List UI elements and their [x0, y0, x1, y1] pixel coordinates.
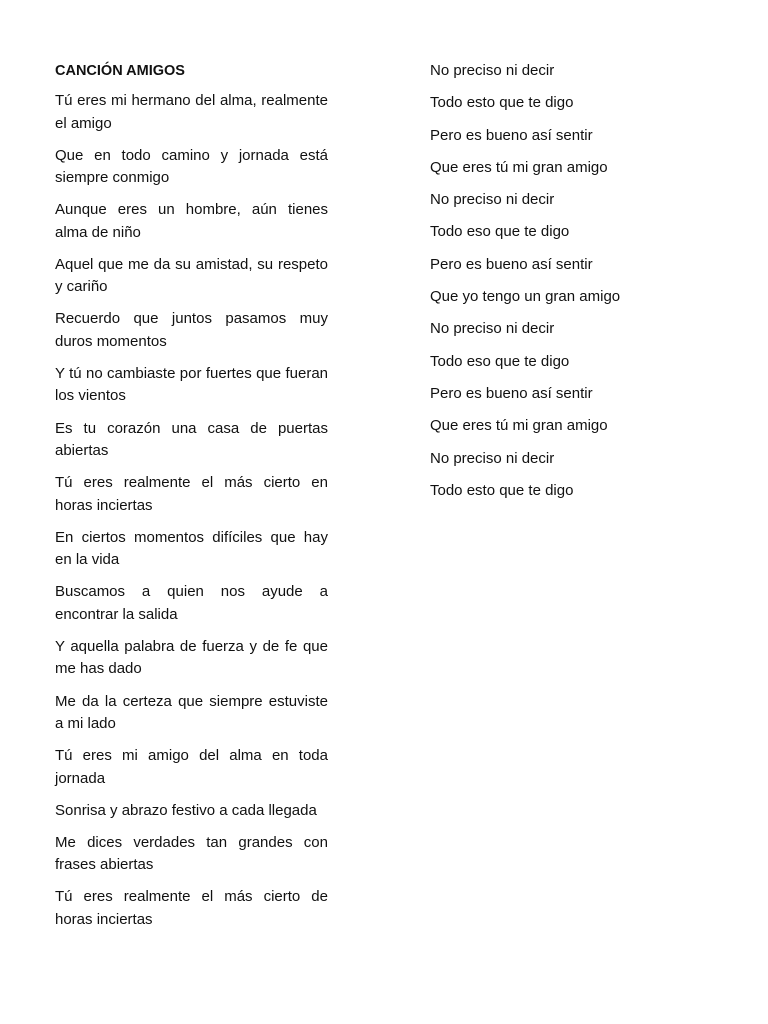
- right-column: [430, 60, 730, 512]
- lyric-stanza: Me da la certeza que siempre estuviste a mi lado: [55, 692, 328, 733]
- chorus-line: No preciso ni decir: [430, 449, 555, 467]
- lyric-stanza: Buscamos a quien nos ayude a encontrar la salida: [55, 583, 328, 623]
- lyric-stanza: Es tu corazón una casa de puertas abiertas: [55, 419, 328, 460]
- chorus-line: Pero es bueno así sentir: [430, 255, 593, 273]
- left-column: [55, 60, 328, 941]
- lyric-stanza: Tú eres mi amigo del alma en toda jornada: [55, 747, 328, 787]
- chorus-line: Que eres tú mi gran amigo: [430, 158, 608, 176]
- lyric-stanza: En ciertos momentos difíciles que hay en la vida: [55, 528, 328, 569]
- lyric-stanza: Recuerdo que juntos pasamos muy duros momentos: [55, 310, 328, 350]
- lyric-stanza: Tú eres mi hermano del alma, realmente el amigo: [55, 92, 328, 132]
- lyric-stanza: Tú eres realmente el más cierto de horas inciertas: [55, 888, 328, 928]
- lyric-stanza: Sonrisa y abrazo festivo a cada llegada: [55, 801, 317, 819]
- chorus-line: Todo esto que te digo: [430, 94, 574, 112]
- chorus-line: Todo eso que te digo: [430, 352, 570, 370]
- lyric-stanza: Que en todo camino y jornada está siempre conmigo: [55, 146, 328, 187]
- chorus-line: Que yo tengo un gran amigo: [430, 288, 621, 306]
- lyric-stanza: Me dices verdades tan grandes con frases abiertas: [55, 833, 328, 874]
- song-title: CANCIÓN AMIGOS: [55, 63, 185, 79]
- chorus-line: No preciso ni decir: [430, 191, 555, 209]
- chorus-line: Todo eso que te digo: [430, 223, 570, 241]
- chorus-line: Que eres tú mi gran amigo: [430, 417, 608, 435]
- lyric-stanza: Aquel que me da su amistad, su respeto y cariño: [55, 255, 328, 296]
- chorus-line: Todo esto que te digo: [430, 481, 574, 499]
- chorus-line: Pero es bueno así sentir: [430, 384, 593, 402]
- chorus-line: Pero es bueno así sentir: [430, 126, 593, 144]
- chorus-line: No preciso ni decir: [430, 320, 555, 338]
- lyric-stanza: Aunque eres un hombre, aún tienes alma de niño: [55, 201, 328, 241]
- lyric-stanza: Y aquella palabra de fuerza y de fe que me has dado: [55, 637, 328, 678]
- chorus-line: No preciso ni decir: [430, 62, 555, 79]
- lyric-stanza: Tú eres realmente el más cierto en horas inciertas: [55, 474, 328, 514]
- lyric-stanza: Y tú no cambiaste por fuertes que fueran los vientos: [55, 364, 328, 405]
